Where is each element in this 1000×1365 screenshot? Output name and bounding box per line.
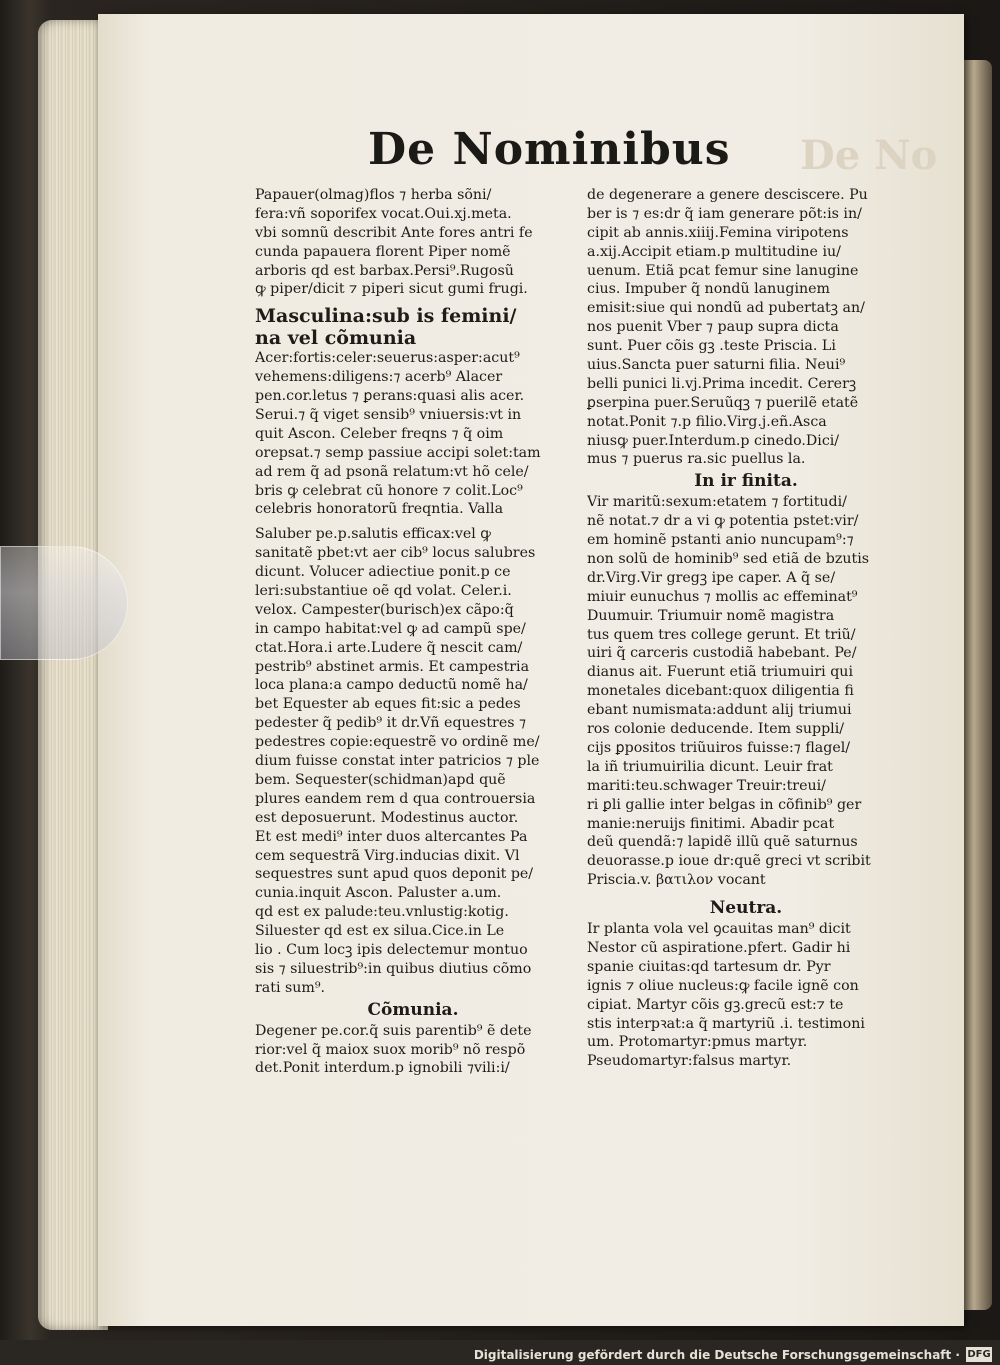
text-line: pestrib⁹ abstinet armis. Et campestria: [255, 658, 530, 675]
page-title: De Nominibus: [368, 124, 731, 175]
text-line: cunda papauera florent Piper nomẽ: [255, 243, 511, 260]
text-line: cunia.inquit Ascon. Paluster a.um.: [255, 885, 502, 902]
text-line: det.Ponit interdum.p ignobili ⁊vili:i/: [255, 1060, 510, 1077]
text-line: pen.cor.letus ⁊ ꝑerans:quasi alis acer.: [255, 388, 525, 405]
text-line: non solũ de hominib⁹ sed etiã de bzutis: [587, 551, 870, 568]
text-line: cipiat. Martyr cõis gꝫ.grecũ est:⁊ te: [587, 996, 844, 1013]
text-line: vehemens:diligens:⁊ acerb⁹ Alacer: [255, 369, 503, 386]
section-heading: In ir finita.: [694, 471, 798, 492]
text-line: orepsat.⁊ semp passiue accipi solet:tam: [255, 444, 541, 461]
text-line: uiri q̃ carceris custodiã habebant. Pe/: [587, 645, 857, 662]
text-line: bris ꝙ celebrat cũ honore ⁊ colit.Loc⁹: [255, 482, 523, 499]
text-line: ad rem q̃ ad psonã relatum:vt hõ cele/: [255, 463, 529, 480]
text-line: ꝑserpina puer.Seruũqꝫ ⁊ puerilẽ etatẽ: [587, 394, 859, 411]
text-line: sis ⁊ siluestrib⁹:in quibus diutius cõmo: [255, 960, 532, 977]
text-line: sanitatẽ pbet:vt aer cib⁹ locus salubres: [255, 545, 536, 562]
text-line: um. Protomartyr:pmus martyr.: [587, 1034, 808, 1051]
text-line: ber is ⁊ es:dr q̃ iam generare põt:is in/: [587, 205, 862, 222]
text-line: Vir maritũ:sexum:etatem ⁊ fortitudi/: [587, 494, 847, 511]
text-line: fera:vñ soporifex vocat.Oui.xj.meta.: [255, 205, 512, 222]
text-line: Serui.⁊ q̃ viget sensib⁹ vniuersis:vt in: [255, 407, 522, 424]
text-line: ignis ⁊ oliue nucleus:ꝙ facile ignẽ con: [587, 977, 859, 994]
text-line: cipit ab annis.xiiij.Femina viripotens: [587, 224, 849, 241]
text-line: em hominẽ pstanti anio nuncupam⁹:⁊: [587, 532, 854, 549]
section-heading: Cõmunia.: [367, 999, 459, 1020]
text-line: vbi somnũ describit Ante fores antri fe: [255, 224, 533, 241]
right-page-edge: [962, 60, 992, 1310]
text-line: belli punici li.vj.Prima incedit. Cererꝫ: [587, 375, 857, 392]
text-line: ctat.Hora.i arte.Ludere q̃ nescit cam/: [255, 639, 523, 656]
text-line: stis interpꝛat:a q̃ martyriũ .i. testimoni: [587, 1015, 865, 1032]
text-line: rati sum⁹.: [255, 979, 326, 996]
text-line: nẽ notat.⁊ dr a vi ꝙ potentia pstet:vir/: [587, 513, 859, 530]
footer-credit: Digitalisierung gefördert durch die Deutsche Forschungsgemeinschaft ·: [473, 1348, 960, 1362]
text-line: velox. Campester(burisch)ex cãpo:q̃: [255, 601, 514, 618]
text-line: Priscia.v. βατιλον vocant: [587, 872, 766, 889]
text-line: est deposuerunt. Modestinus auctor.: [255, 809, 519, 826]
text-line: Duumuir. Triumuir nomẽ magistra: [587, 607, 835, 624]
text-line: miuir eunuchus ⁊ mollis ac effeminat⁹: [587, 588, 858, 605]
text-line: uenum. Etiã pcat femur sine lanugine: [587, 262, 859, 279]
text-line: dium fuisse constat inter patricios ⁊ ple: [255, 753, 540, 770]
text-line: celebris honoratorũ freqntia. Valla: [255, 501, 504, 518]
section-heading: na vel cõmunia: [255, 327, 417, 350]
text-line: dr.Virg.Vir gregꝫ ipe caper. A q̃ se/: [587, 569, 836, 586]
text-line: Acer:fortis:celer:seuerus:asper:acut⁹: [255, 350, 520, 367]
text-line: de degenerare a genere desciscere. Pu: [587, 187, 868, 203]
bookmark-strip: [0, 546, 128, 660]
text-line: loca plana:a campo deductũ nomẽ ha/: [255, 677, 528, 694]
text-line: in campo habitat:vel ꝙ ad campũ spe/: [255, 620, 526, 637]
text-line: monetales dicebant:quox diligentia fi: [587, 683, 854, 700]
text-line: Degener pe.cor.q̃ suis parentib⁹ ẽ dete: [255, 1022, 532, 1039]
show-through-title: De No: [800, 132, 938, 179]
text-line: mariti:teu.schwager Treuir:treui/: [587, 777, 826, 794]
text-line: Siluester qd est ex silua.Cice.in Le: [255, 923, 505, 940]
text-line: ebant numismata:addunt alij triumui: [587, 702, 852, 719]
text-column-right: [587, 186, 905, 1071]
text-line: sunt. Puer cõis gꝫ .teste Priscia. Li: [587, 338, 836, 355]
text-line: Ir planta vola vel ꝯcauitas man⁹ dicit: [587, 921, 851, 938]
text-line: dianus ait. Fuerunt etiã triumuiri qui: [587, 664, 853, 681]
text-column-left: [255, 186, 571, 1078]
text-line: Et est medi⁹ inter duos altercantes Pa: [255, 828, 528, 845]
text-line: sequestres sunt apud quos deponit pe/: [255, 866, 534, 883]
text-line: ri ꝑli gallie inter belgas in cõfinib⁹ ger: [587, 796, 862, 813]
section-heading: Neutra.: [709, 898, 783, 919]
text-line: niusꝙ puer.Interdum.p cinedo.Dici/: [587, 432, 840, 449]
text-line: rior:vel q̃ maiox suox morib⁹ nõ respõ: [255, 1041, 526, 1058]
text-line: spanie ciuitas:qd tartesum dr. Pyr: [587, 958, 831, 975]
text-line: leri:substantiue oẽ qd volat. Celer.i.: [255, 583, 512, 600]
text-line: cem sequestrã Virg.inducias dixit. Vl: [255, 847, 520, 864]
text-line: emisit:siue qui nondũ ad pubertatꝫ an/: [587, 300, 865, 317]
text-line: lio . Cum locꝫ ipis delectemur montuo: [255, 941, 528, 958]
text-line: ꝙ piper/dicit ⁊ piperi sicut gumi frugi.: [255, 281, 528, 298]
text-line: Saluber pe.p.salutis efficax:vel ꝙ: [255, 526, 491, 543]
text-line: qd est ex palude:teu.vnlustig:kotig.: [255, 904, 509, 921]
text-line: mus ⁊ puerus ra.sic puellus la.: [587, 451, 806, 468]
text-line: uius.Sancta puer saturni filia. Neui⁹: [587, 357, 846, 374]
text-line: la iñ triumuirilia dicunt. Leuir frat: [587, 758, 833, 775]
text-line: dicunt. Volucer adiectiue ponit.p ce: [255, 564, 511, 581]
text-line: nos puenit Vber ⁊ paup supra dicta: [587, 319, 839, 336]
text-line: quit Ascon. Celeber freqns ⁊ q̃ oim: [255, 425, 504, 442]
text-line: deũ quendã:⁊ lapidẽ illũ quẽ saturnus: [587, 834, 858, 851]
text-line: pedester q̃ pedib⁹ it dr.Vñ equestres ⁊: [255, 715, 527, 732]
text-line: a.xij.Accipit etiam.p multitudine iu/: [587, 243, 841, 260]
text-line: arboris qd est barbax.Persi⁹.Rugosũ: [255, 262, 514, 279]
text-line: plures eandem rem d qua controuersia: [255, 790, 536, 807]
text-line: bet Equester ab eques fit:sic a pedes: [255, 696, 521, 713]
text-line: deuorasse.p ioue dr:quẽ greci vt scribit: [587, 853, 871, 870]
text-line: Nestor cũ aspiratione.pfert. Gadir hi: [587, 939, 851, 956]
text-line: pedestres copie:equestrẽ vo ordinẽ me/: [255, 734, 540, 751]
section-heading: Masculina:sub is femini/: [255, 305, 517, 328]
text-line: Pseudomartyr:falsus martyr.: [587, 1053, 792, 1070]
dfg-logo: DFG: [967, 1349, 991, 1360]
text-line: manie:neruijs finitimi. Abadir pcat: [587, 815, 835, 832]
text-line: tus quem tres college gerunt. Et triũ/: [587, 626, 856, 643]
text-line: ros colonie deducende. Item suppli/: [587, 721, 845, 738]
text-line: notat.Ponit ⁊.p filio.Virg.j.eñ.Asca: [587, 413, 827, 430]
text-line: cijs ꝑpositos triũuiros fuisse:⁊ flagel/: [587, 739, 851, 756]
text-line: bem. Sequester(schidman)apd quẽ: [255, 771, 506, 788]
text-line: Papauer(olmag)flos ⁊ herba sõni/: [255, 187, 492, 203]
text-line: cius. Impuber q̃ nondũ lanuginem: [587, 281, 830, 298]
